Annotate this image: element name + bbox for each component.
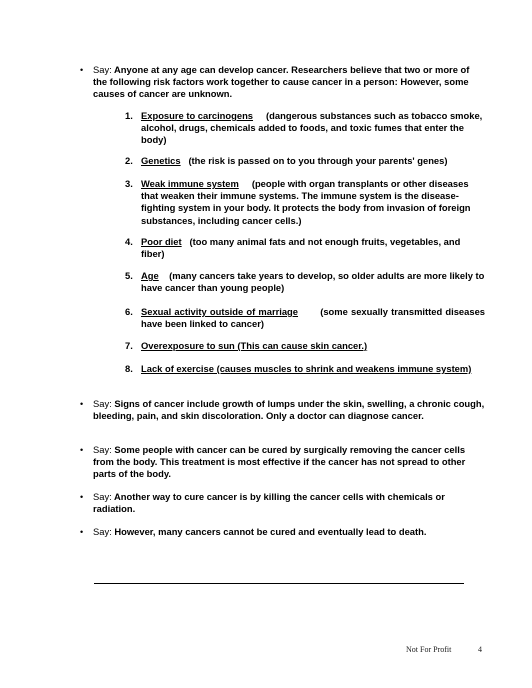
risk-factor-item [125, 155, 485, 167]
item-detail: (many cancers take years to develop, so older adults are more likely to have cancer than young people) [141, 270, 485, 294]
say-text: Signs of cancer include growth of lumps under the skin, swelling, a chronic cough, bleeding, pain, and skin discoloration. Only a doctor can diagnose cancer. [93, 398, 485, 422]
bullet-glyph: • [80, 445, 84, 455]
item-number: 2. [125, 155, 133, 166]
risk-factor-item [125, 340, 485, 352]
item-term: Exposure to carcinogens [141, 110, 254, 121]
intro-text: Anyone at any age can develop cancer. Researchers believe that two or more of the following risk factors work together to cause cancer in a person: However, some causes of cancer are unknown. [93, 64, 470, 100]
item-number: 5. [125, 270, 133, 281]
item-number: 6. [125, 306, 133, 317]
item-number: 7. [125, 340, 133, 351]
footer-label: Not For Profit [406, 645, 452, 654]
item-number: 1. [125, 110, 133, 121]
horizontal-rule [94, 583, 464, 584]
item-number: 4. [125, 236, 133, 247]
risk-factor-item [125, 236, 485, 260]
bullet-glyph: • [80, 492, 84, 502]
item-detail: (people with organ transplants or other diseases that weaken their immune systems. The immune system is the disease-fighting system in your body. It protects the body from invasion of foreign substances, including cancer cells.) [141, 178, 471, 226]
item-term: Overexposure to sun (This can cause skin cancer.) [141, 340, 368, 351]
item-term: Lack of exercise (causes muscles to shrink and weakens immune system) [141, 363, 472, 374]
item-number: 8. [125, 363, 133, 374]
risk-factor-item [125, 178, 485, 227]
bullet-glyph: • [80, 399, 84, 409]
say-label: Say: [93, 64, 112, 75]
say-bullet [80, 398, 485, 422]
item-detail: (the risk is passed on to you through your parents' genes) [188, 155, 448, 166]
page-number: 4 [478, 645, 482, 654]
say-label: Say: [93, 491, 112, 502]
say-bullet [80, 526, 485, 538]
say-bullet [80, 491, 485, 515]
item-detail: (dangerous substances such as tobacco smoke, alcohol, drugs, chemicals added to foods, and toxic fumes that enter the body) [141, 110, 483, 146]
item-detail: (some sexually transmitted diseases have been linked to cancer) [141, 306, 485, 330]
item-number: 3. [125, 178, 133, 189]
say-text: However, many cancers cannot be cured and eventually lead to death. [114, 526, 427, 537]
intro-bullet [80, 64, 485, 101]
say-label: Say: [93, 526, 112, 537]
risk-factor-item [125, 306, 485, 330]
say-label: Say: [93, 398, 112, 409]
bullet-glyph: • [80, 65, 84, 75]
item-term: Weak immune system [141, 178, 239, 189]
risk-factor-item [125, 110, 485, 147]
say-label: Say: [93, 444, 112, 455]
say-text: Some people with cancer can be cured by surgically removing the cancer cells from the body. This treatment is most effective if the cancer has not spread to other parts of the body. [93, 444, 466, 480]
item-term: Poor diet [141, 236, 182, 247]
item-term: Age [141, 270, 159, 281]
item-term: Genetics [141, 155, 181, 166]
item-detail: (too many animal fats and not enough fruits, vegetables, and fiber) [141, 236, 461, 260]
bullet-glyph: • [80, 527, 84, 537]
item-term: Sexual activity outside of marriage [141, 306, 299, 317]
risk-factor-item [125, 363, 485, 375]
say-bullet [80, 444, 485, 481]
say-text: Another way to cure cancer is by killing the cancer cells with chemicals or radiation. [93, 491, 445, 515]
risk-factor-item [125, 270, 485, 294]
